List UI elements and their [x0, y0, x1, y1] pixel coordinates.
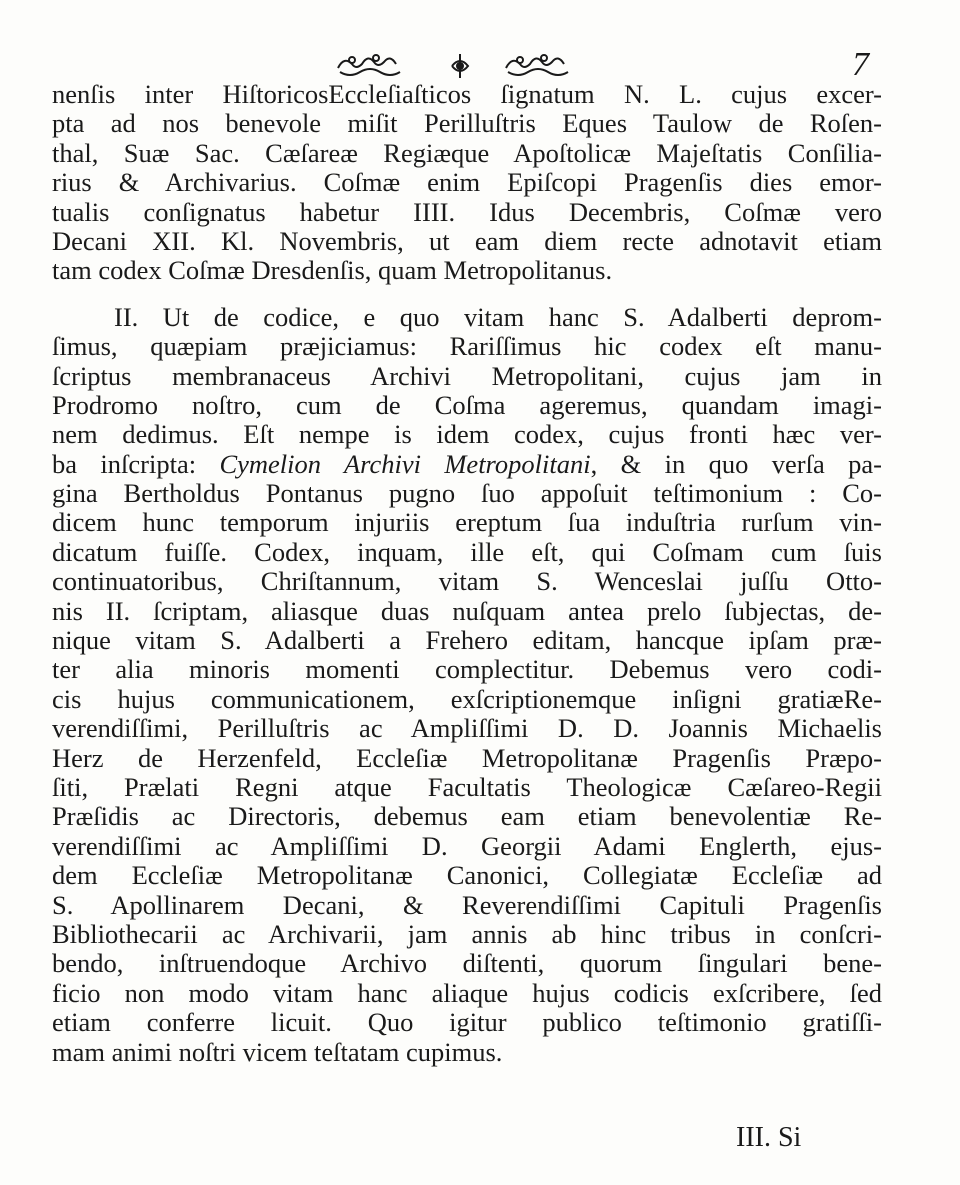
text-line: cis hujus communicationem, exſcriptionemque inſigni gratiæRe-: [52, 683, 882, 714]
text-line: bendo, inſtruendoque Archivo diſtenti, quorum ſingulari bene-: [52, 948, 882, 979]
text-line: dicatum fuiſſe. Codex, inquam, ille eſt, qui Coſmam cum ſuis: [52, 536, 882, 567]
paragraph-1: [52, 80, 882, 286]
text-line: thal, Suæ Sac. Cæſareæ Regiæque Apoſtolicæ Majeſtatis Conſilia-: [52, 137, 882, 168]
text-line: verendiſſimi, Perilluſtris ac Ampliſſimi D. D. Joannis Michaelis: [52, 713, 882, 744]
paragraph-2: [52, 303, 882, 1067]
text-line: tualis conſignatus habetur IIII. Idus Decembris, Coſmæ vero: [52, 196, 882, 227]
text-line: ſiti, Prælati Regni atque Facultatis Theologicæ Cæſareo-Regii: [52, 771, 882, 802]
text-line: tam codex Coſmæ Dresdenſis, quam Metropolitanus.: [52, 255, 613, 286]
text-line: ficio non modo vitam hanc aliaque hujus codicis exſcribere, ſed: [52, 977, 882, 1008]
text-line: ter alia minoris momenti complectitur. Debemus vero codi-: [52, 654, 882, 685]
text-line: verendiſſimi ac Ampliſſimi D. Georgii Adami Englerth, ejus-: [52, 830, 882, 861]
text-line: continuatoribus, Chriſtannum, vitam S. Wenceslai juſſu Otto-: [52, 566, 882, 597]
text-line: Decani XII. Kl. Novembris, ut eam diem recte adnotavit etiam: [52, 225, 882, 256]
text-line: nenſis inter HiſtoricosEccleſiaſticos ſignatum N. L. cujus excer-: [52, 79, 882, 109]
body-text: [52, 80, 882, 1067]
text-line: mam animi noſtri vicem teſtatam cupimus.: [52, 1036, 503, 1067]
text-line: nique vitam S. Adalberti a Frehero editam, hancque ipſam præ-: [52, 625, 882, 656]
catchword: III. Si: [736, 1122, 802, 1153]
text-line: rius & Archivarius. Coſmæ enim Epiſcopi Pragenſis dies emor-: [52, 167, 882, 198]
text-line: nis II. ſcriptam, aliasque duas nuſquam antea prelo ſubjectas, de-: [52, 595, 882, 626]
text-line: Præſidis ac Directoris, debemus eam etiam benevolentiæ Re-: [52, 801, 882, 832]
text-line: S. Apollinarem Decani, & Reverendiſſimi Capituli Pragenſis: [52, 889, 882, 920]
text-line: ba inſcripta: Cymelion Archivi Metropolitani, & in quo verſa pa-: [52, 448, 882, 479]
text-line: gina Bertholdus Pontanus pugno ſuo appoſuit teſtimonium : Co-: [52, 478, 882, 509]
inscription-italic: Cymelion Archivi Metropolitani: [219, 448, 591, 479]
text-line: Bibliothecarii ac Archivarii, jam annis ab hinc tribus in conſcri-: [52, 918, 882, 949]
text-line: ſimus, quæpiam præjiciamus: Rariſſimus hic codex eſt manu-: [52, 331, 882, 362]
text-line: ſcriptus membranaceus Archivi Metropolitani, cujus jam in: [52, 360, 882, 391]
text-line: II. Ut de codice, e quo vitam hanc S. Adalberti deprom-: [114, 301, 882, 332]
page-number: 7: [852, 46, 869, 83]
text-line: dem Eccleſiæ Metropolitanæ Canonici, Collegiatæ Eccleſiæ ad: [52, 860, 882, 891]
text-line: etiam conferre licuit. Quo igitur publico teſtimonio gratiſſi-: [52, 1007, 882, 1038]
text-line: nem dedimus. Eſt nempe is idem codex, cujus fronti hæc ver-: [52, 419, 882, 450]
text-line: Herz de Herzenfeld, Eccleſiæ Metropolitanæ Pragenſis Præpo-: [52, 742, 882, 773]
text-line: dicem hunc temporum injuriis ereptum ſua induſtria rurſum vin-: [52, 507, 882, 538]
paragraph-gap: [52, 286, 882, 303]
text-line: pta ad nos benevole miſit Perilluſtris Eques Taulow de Roſen-: [52, 108, 882, 139]
text-line: Prodromo noſtro, cum de Coſma ageremus, quandam imagi-: [52, 389, 882, 420]
